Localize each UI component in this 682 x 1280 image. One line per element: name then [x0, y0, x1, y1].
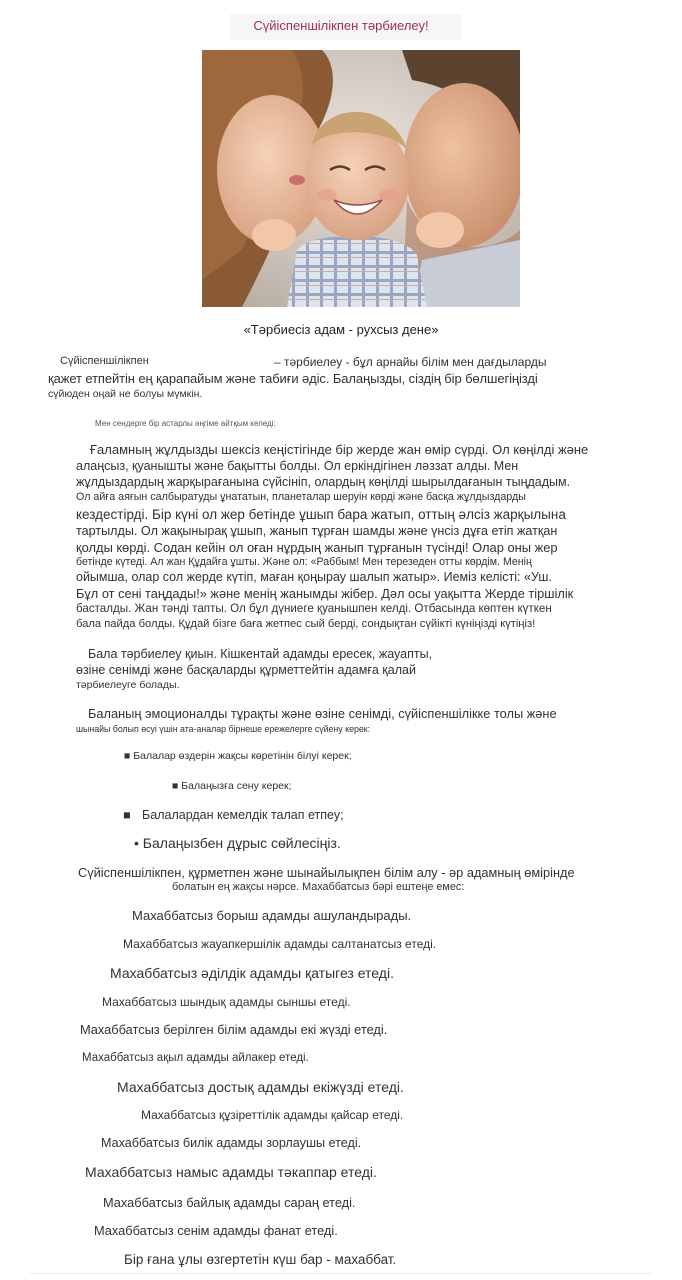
love-line: Махаббатсыз намыс адамды тәкаппар етеді. [85, 1164, 377, 1180]
love-line: Махаббатсыз құзіреттілік адамды қайсар етеді. [141, 1108, 404, 1122]
story-line: Бұл от сені таңдады!» және менің жанымды жібер. Дәл осы уақытта Жерде тіршілік [76, 586, 574, 601]
rule-text: Балаңызға сену керек; [181, 780, 292, 792]
dot-bullet-icon: • [134, 835, 139, 851]
story-line: тартылды. Ол жақынырақ ұшып, жанып тұрған шамды және үнсіз дұға етіп жатқан [76, 524, 558, 538]
intro-line-1b: – тәрбиелеу - бұл арнайы білім мен дағдыларды [274, 355, 547, 369]
story-line: басталды. Жан тәнді тапты. Ол бұл дүниеге қуанышпен келді. Отбасында көптен күткен [76, 602, 552, 615]
love-line: Махаббатсыз борыш адамды ашуландырады. [132, 908, 412, 923]
love-line: Махаббатсыз достық адамды екіжүзді етеді. [117, 1079, 404, 1095]
love-line: Махаббатсыз байлық адамды сараң етеді. [103, 1195, 356, 1210]
bottom-divider [30, 1273, 652, 1274]
para3-line: шынайы болып өсуі үшін ата-аналар бірнеше ережелерге сүйену керек: [76, 724, 371, 734]
square-bullet-icon: ■ [123, 808, 131, 822]
story-line: қолды көрді. Содан кейін ол оған нұрдың жанып тұрғанын түсінді! Олар оны жер [76, 540, 558, 555]
para3-line: Баланың эмоционалды тұрақты және өзіне сенімді, сүйіспеншілікке толы және [88, 706, 557, 721]
love-line: Махаббатсыз берілген білім адамды екі жүзді етеді. [80, 1022, 388, 1037]
family-photo [202, 50, 520, 307]
love-line: Махаббатсыз жауапкершілік адамды салтанатсыз етеді. [123, 937, 437, 951]
story-line: алаңсыз, қуанышты және бақытты болды. Ол еркіндігінен ләззат алды. Мен [76, 459, 519, 473]
para2-line: тәрбиелеуге болады. [76, 679, 180, 691]
intro-line-2: қажет етпейтін ең қарапайым және табиғи әдіс. Балаңызды, сіздің бір бөлшегіңізді [48, 371, 538, 386]
rule-text: Балаңызбен дұрыс сөйлесіңіз. [142, 835, 341, 851]
story-line: жұлдыздардың жарқырағанына сүйсініп, олардың көңілді шырылдағанын тыңдадым. [76, 475, 571, 489]
rule-item [123, 808, 344, 822]
story-line: бетінде күтеді. Ал жан Құдайға ұшты. Және ол: «Раббым! Мен терезеден отты көрдім. Менің [76, 556, 532, 568]
rule-item [124, 750, 352, 762]
love-line: Махаббатсыз шындық адамды сыншы етеді. [102, 995, 351, 1009]
love-line: Махаббатсыз сенім адамды фанат етеді. [94, 1223, 338, 1238]
story-line: кездестірді. Бір күні ол жер бетінде ұшып бара жатып, оттың әлсіз жарқылына [76, 507, 566, 522]
square-bullet-icon: ■ [124, 750, 131, 762]
love-line: Махаббатсыз билік адамды зорлаушы етеді. [101, 1136, 362, 1150]
story-line: Ғаламның жұлдызды шексіз кеңістігінде бір жерде жан өмір сүрді. Ол көңілді және [90, 442, 589, 457]
para4-line: болатын ең жақсы нәрсе. Махаббатсыз бәрі ештеңе емес: [172, 881, 465, 893]
rule-item [172, 780, 292, 792]
para4-line: Сүйіспеншілікпен, құрметпен және шынайылықпен білім алу - әр адамның өмірінде [78, 865, 575, 880]
square-bullet-icon: ■ [172, 780, 179, 792]
para2-line: өзіне сенімді және басқаларды құрметтейтін адамға қалай [76, 663, 416, 677]
rule-text: Балалардан кемелдік талап етпеу; [142, 808, 344, 822]
page-title: Сүйіспеншілікпен тәрбиелеу! [253, 18, 429, 33]
story-line: бала пайда болды. Құдай бізге баға жетпес сый берді, сондықтан сүйікті күніңізді күтіңіз! [76, 618, 536, 630]
rule-item [134, 835, 341, 851]
closing-line: Бір ғана ұлы өзгертетін күш бар - махаббат. [124, 1252, 397, 1267]
intro-line-3: сүйюден оңай не болуы мүмкін. [48, 388, 203, 400]
story-line: Ол айға аяғын салбыратуды ұнататын, планеталар шеруін көрді және басқа жұлдыздарды [76, 491, 526, 503]
love-line: Махаббатсыз әділдік адамды қатыгез етеді. [110, 965, 394, 981]
rule-text: Балалар өздерін жақсы көретінін білуі керек; [133, 750, 352, 762]
love-line: Махаббатсыз ақыл адамды айлакер етеді. [82, 1052, 309, 1064]
story-line: ойымша, олар сол жерде күтіп, маған қоңырау шалып жатыр». Иеміз келісті: «Уш. [76, 570, 552, 584]
story-intro: Мен сендерге бір астарлы әңгіме айтқым келеді: [95, 419, 276, 428]
para2-line: Бала тәрбиелеу қиын. Кішкентай адамды ересек, жауапты, [88, 647, 433, 661]
quote: «Тәрбиесіз адам - рухсыз дене» [243, 322, 439, 337]
intro-line-1a: Сүйіспеншілікпен [60, 355, 149, 367]
